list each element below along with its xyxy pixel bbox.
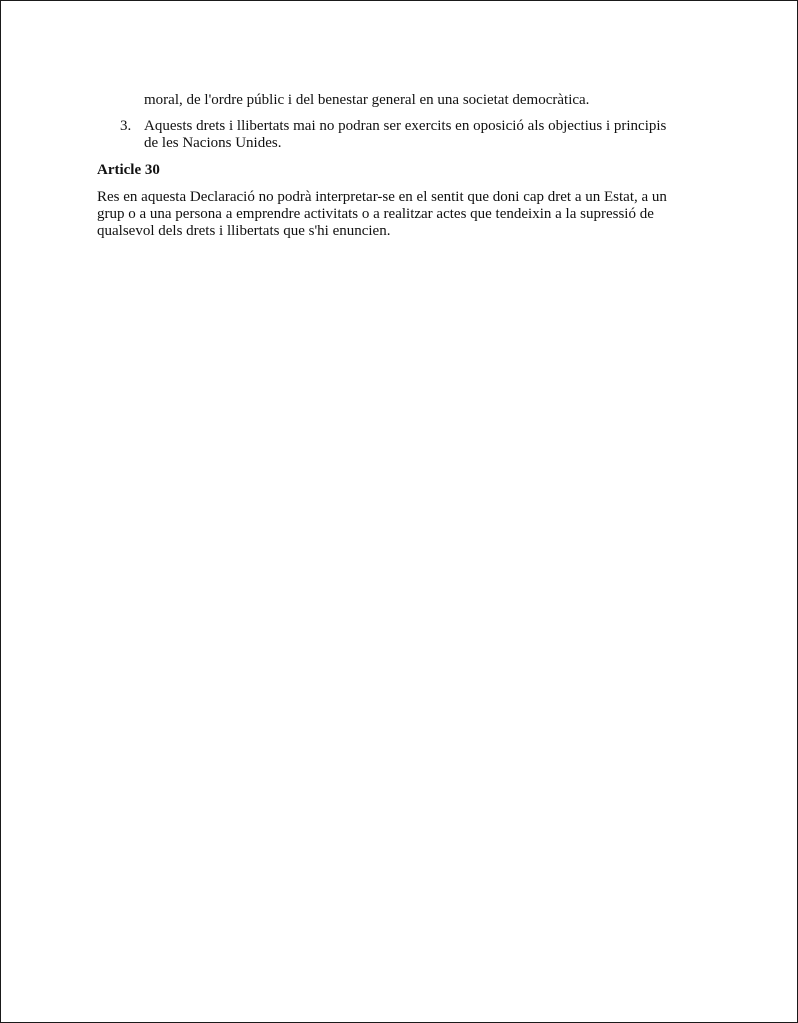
list-item-3 bbox=[120, 118, 697, 152]
article-body-line-3: qualsevol dels drets i llibertats que s'hi enuncien. bbox=[97, 223, 391, 239]
list-item-line-1: Aquests drets i llibertats mai no podran ser exercits en oposició als objectius i principis bbox=[144, 118, 667, 134]
continued-paragraph: moral, de l'ordre públic i del benestar general en una societat democràtica. bbox=[144, 92, 590, 108]
article-heading: Article 30 bbox=[97, 162, 160, 178]
list-item-line-2: de les Nacions Unides. bbox=[144, 135, 282, 151]
article-body-line-1: Res en aquesta Declaració no podrà interpretar-se en el sentit que doni cap dret a un Estat, a un bbox=[97, 189, 667, 205]
list-item-number: 3. bbox=[120, 118, 132, 134]
article-body-line-2: grup o a una persona a emprendre activitats o a realitzar actes que tendeixin a la supressió de bbox=[97, 206, 654, 222]
page-content bbox=[97, 92, 697, 240]
article-body bbox=[97, 189, 697, 240]
